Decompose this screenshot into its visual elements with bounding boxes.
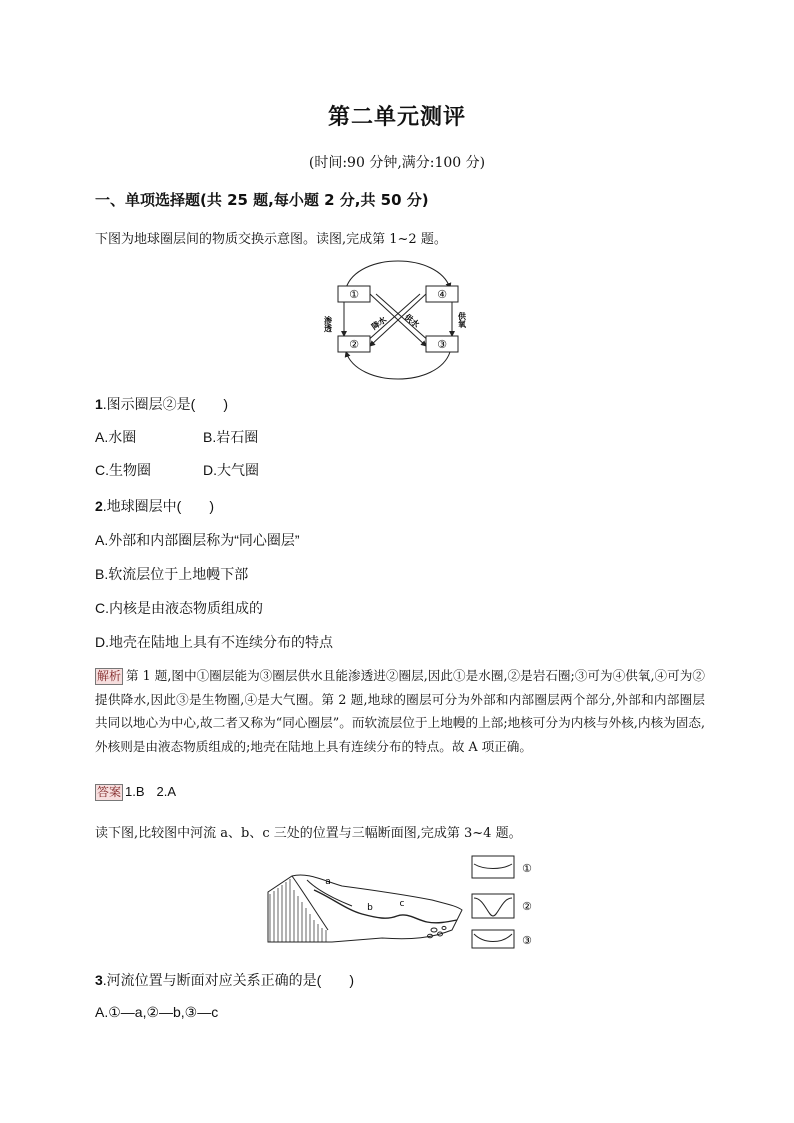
exam-time-info: (时间:90 分钟,满分:100 分) — [308, 155, 486, 171]
intro-q3-4: 读下图,比较图中河流 a、b、c 三处的位置与三幅断面图,完成第 3~4 题。 — [95, 826, 522, 841]
question-text: .图示圈层②是( ) — [102, 396, 229, 412]
sphere-exchange-diagram — [318, 258, 478, 382]
question-number: 3 — [95, 972, 103, 988]
label-rain: 降水 — [369, 315, 389, 332]
section-1-box — [472, 856, 514, 878]
question-1 — [95, 394, 228, 414]
section-2-profile — [474, 898, 512, 916]
analysis-block — [95, 664, 705, 758]
section-3-box — [472, 930, 514, 948]
box-label-2: ② — [349, 338, 359, 351]
question-3 — [95, 970, 354, 990]
top-arc-arrow — [346, 261, 450, 288]
section-3-profile — [474, 934, 512, 942]
q1-option-a: A.水圈 — [95, 429, 137, 445]
section-1-label: ① — [522, 862, 532, 875]
point-b-label: b — [367, 903, 373, 913]
q1-option-d: D.大气圈 — [203, 462, 259, 478]
question-text: .地球圈层中( ) — [102, 498, 215, 514]
answer-1: 1.B — [125, 784, 145, 799]
q2-option-d: D.地壳在陆地上具有不连续分布的特点 — [95, 634, 333, 650]
river-landscape-diagram — [262, 850, 544, 950]
q2-option-a: A.外部和内部圈层称为“同心圈层” — [95, 532, 300, 548]
section-2-box — [472, 894, 514, 918]
question-number: 1 — [95, 396, 103, 412]
section-heading: 一、单项选择题(共 25 题,每小题 2 分,共 50 分) — [95, 191, 429, 209]
page-title: 第二单元测评 — [327, 104, 466, 130]
label-oxygen: 供氧 — [457, 312, 467, 328]
analysis-tag: 解析 — [97, 669, 122, 683]
answer-tag: 答案 — [97, 785, 122, 799]
analysis-text: 第 1 题,图中①圈层能为③圈层供水且能渗透进②圈层,因此①是水圈,②是岩石圈;③可为④供氧,④可为②提供降水,因此③是生物圈,④是大气圈。第 2 题,地球的圈层可分为外部和内部圈层两个部分,外部和内部圈层共同以地心为中心,故二者又称为“同心圈层”。而软流层位于上地幔的上部;地核可分为内核与外核,内核为固态,外核则是由液态物质组成的;地壳在陆地上具有连续分布的特点。故 A 项正确。 — [95, 668, 705, 754]
point-a-label: a — [325, 877, 331, 887]
label-seepage: 渗透 — [323, 316, 333, 332]
q1-option-b: B.岩石圈 — [203, 429, 259, 445]
question-2 — [95, 496, 214, 516]
q2-option-c: C.内核是由液态物质组成的 — [95, 600, 263, 616]
intro-q1-2: 下图为地球圈层间的物质交换示意图。读图,完成第 1~2 题。 — [95, 232, 447, 247]
point-c-label: c — [399, 899, 405, 909]
section-1-profile — [474, 864, 512, 869]
question-number: 2 — [95, 498, 103, 514]
q1-option-c: C.生物圈 — [95, 462, 151, 478]
section-3-label: ③ — [522, 934, 532, 947]
box-label-1: ① — [349, 288, 359, 301]
box-label-4: ④ — [437, 288, 447, 301]
question-text: .河流位置与断面对应关系正确的是( ) — [102, 972, 355, 988]
q3-option-a: A.①—a,②—b,③—c — [95, 1004, 219, 1020]
q2-option-b: B.软流层位于上地幔下部 — [95, 566, 249, 582]
label-water-supply: 供水 — [402, 312, 421, 330]
answer-block — [95, 784, 176, 801]
river — [314, 890, 457, 923]
section-2-label: ② — [522, 900, 532, 913]
answer-2: 2.A — [156, 784, 177, 799]
bottom-arc-arrow — [346, 352, 450, 379]
box-label-3: ③ — [437, 338, 447, 351]
